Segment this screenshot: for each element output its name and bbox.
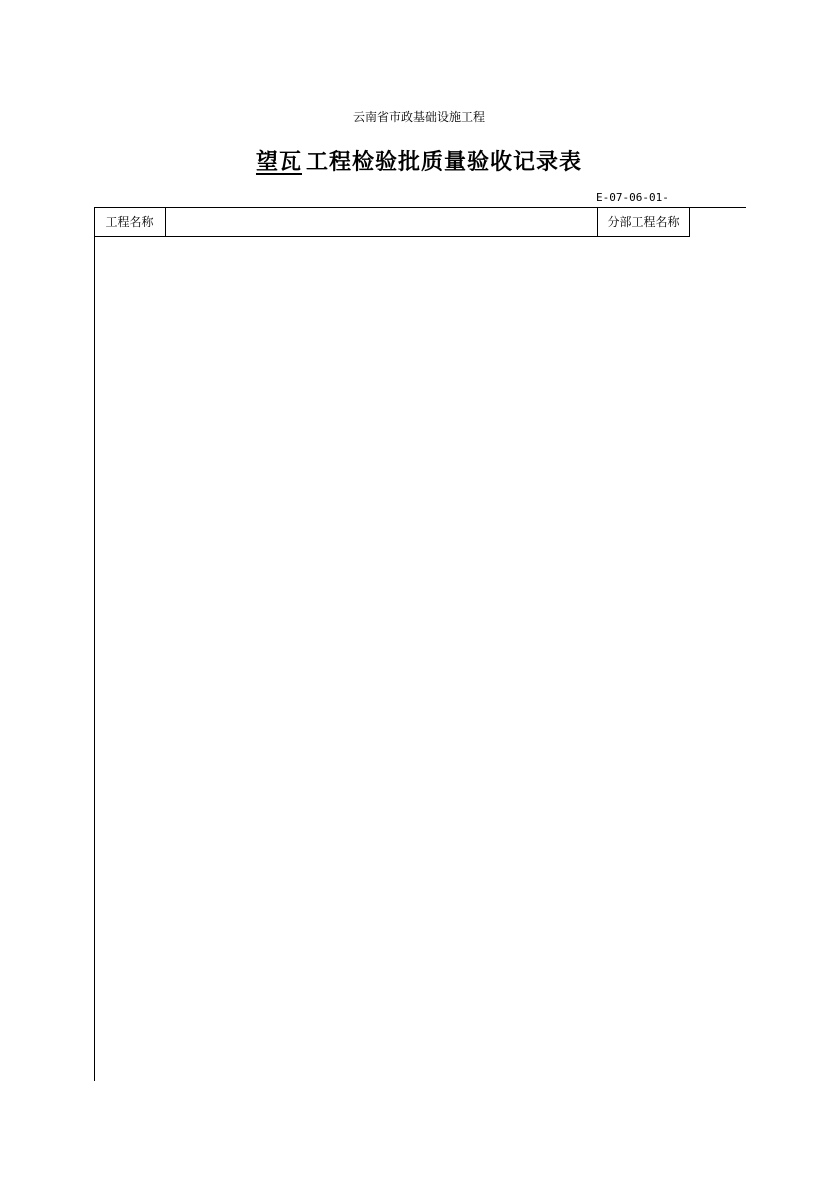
organization-header: 云南省市政基础设施工程 bbox=[352, 110, 485, 124]
title-rest: 工程检验批质量验收记录表 bbox=[306, 150, 583, 175]
project-name-value[interactable] bbox=[166, 207, 598, 237]
inspection-form bbox=[94, 207, 746, 1081]
title-item-name: 望瓦 bbox=[255, 150, 302, 175]
sub-project-label: 分部工程名称 bbox=[598, 207, 690, 237]
form-code: E-07-06-01- bbox=[596, 191, 669, 204]
page-title bbox=[0, 145, 838, 176]
project-name-label: 工程名称 bbox=[94, 207, 166, 237]
